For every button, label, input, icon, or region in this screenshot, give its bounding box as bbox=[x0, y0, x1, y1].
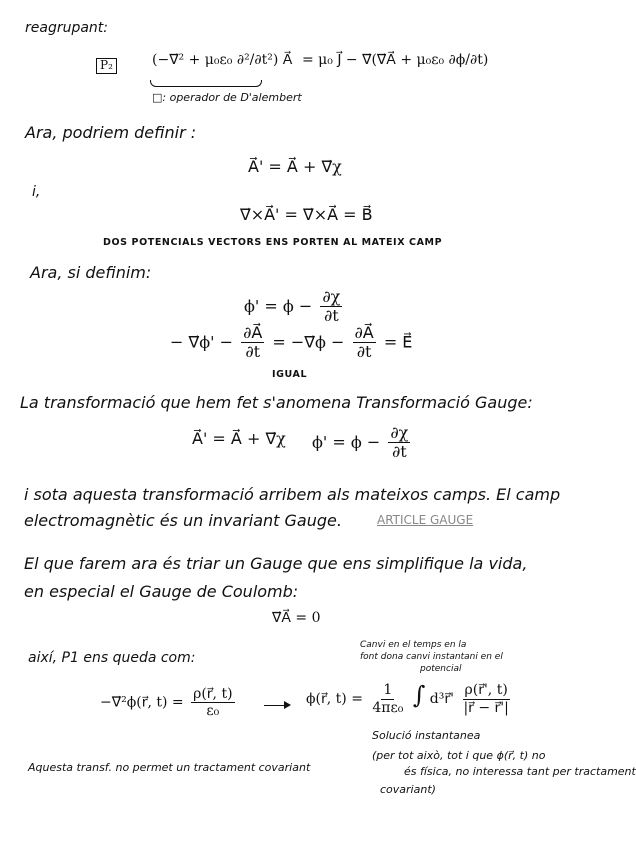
caps-statement: DOS POTENCIALS VECTORS ENS PORTEN AL MATEIX CAMP bbox=[103, 237, 443, 248]
fraction-denominator: ∂t bbox=[392, 442, 407, 462]
gauge-phi-lhs: ϕ' = ϕ − bbox=[312, 432, 381, 452]
equation-poisson bbox=[100, 686, 238, 719]
e-field-part-b: = −∇⃗ϕ − bbox=[272, 332, 345, 352]
parenthetical-line1: (per tot això, tot i que ϕ(r⃗, t) no bbox=[372, 749, 546, 762]
paragraph-coulomb-line1: El que farem ara és triar un Gauge que ens simplifique la vida, bbox=[24, 554, 528, 573]
e-field-part-c: = E⃗ bbox=[383, 332, 413, 352]
fraction-da-dt-1 bbox=[241, 324, 264, 362]
fraction-numerator: ∂A⃗ bbox=[243, 323, 263, 342]
fraction-rho-distance bbox=[461, 682, 510, 715]
parenthetical-line2: és física, no interessa tant per tractament bbox=[404, 765, 636, 778]
fraction-denominator: |r⃗ − r⃗'| bbox=[463, 699, 509, 716]
equation-wave-lhs: (−∇⃗² + μ₀ε₀ ∂²/∂t²) A⃗ bbox=[152, 52, 293, 68]
text-i: i, bbox=[32, 184, 41, 200]
dalembert-brace bbox=[150, 80, 262, 87]
text-solucio-instantanea: Solució instantanea bbox=[372, 729, 481, 742]
fraction-dchi-dt-gauge bbox=[388, 424, 410, 462]
fraction-rho-eps bbox=[191, 686, 234, 719]
equation-phi-prime bbox=[244, 288, 345, 326]
text-aixi: així, P1 ens queda com: bbox=[28, 650, 196, 666]
paragraph-invariant-line1: i sota aquesta transformació arribem als mateixos camps. El camp bbox=[24, 485, 561, 504]
fraction-coulomb-constant bbox=[370, 682, 405, 715]
text-ara-si: Ara, si definim: bbox=[30, 263, 152, 282]
text-ara-podriem: Ara, podriem definir : bbox=[25, 123, 197, 142]
equation-gauge-a: A⃗' = A⃗ + ∇⃗χ bbox=[192, 429, 286, 448]
phi-prime-lhs: ϕ' = ϕ − bbox=[244, 296, 313, 316]
side-note-line2: font dona canvi instantani en el bbox=[360, 652, 503, 662]
fraction-numerator: 1 bbox=[383, 682, 393, 699]
note-covariant: Aquesta transf. no permet un tractament covariant bbox=[28, 761, 311, 774]
equation-wave-rhs: = μ₀ J⃗ − ∇⃗(∇⃗A⃗ + μ₀ε₀ ∂ϕ/∂t) bbox=[302, 52, 489, 68]
equation-gauge-phi bbox=[312, 424, 413, 462]
equation-coulomb-gauge: ∇⃗A⃗ = 0 bbox=[272, 610, 321, 626]
side-note-line3: potencial bbox=[420, 664, 462, 674]
implies-arrow-line bbox=[264, 705, 284, 706]
fraction-da-dt-2 bbox=[353, 324, 376, 362]
equation-electric-field bbox=[170, 324, 412, 362]
equation-solution bbox=[306, 682, 514, 716]
paragraph-coulomb-line2: en especial el Gauge de Coulomb: bbox=[24, 582, 299, 601]
fraction-denominator: ∂t bbox=[324, 306, 339, 326]
equation-label-p2: P₂ bbox=[96, 58, 117, 74]
label-igual: IGUAL bbox=[272, 369, 308, 380]
solution-lhs: ϕ(r⃗, t) = bbox=[306, 691, 363, 707]
text-transformacio: La transformació que hem fet s'anomena Transformació Gauge: bbox=[20, 393, 533, 412]
fraction-numerator: ρ(r⃗', t) bbox=[464, 682, 508, 699]
side-note-line1: Canvi en el temps en la bbox=[360, 640, 467, 650]
fraction-dchi-dt bbox=[320, 288, 342, 326]
fraction-denominator: ∂t bbox=[356, 342, 372, 362]
fraction-denominator: ε₀ bbox=[206, 703, 220, 720]
parenthetical-line3: covariant) bbox=[380, 783, 436, 796]
heading-reagrupant: reagrupant: bbox=[25, 20, 109, 36]
e-field-part-a: − ∇⃗ϕ' − bbox=[170, 332, 233, 352]
paragraph-invariant-line2: electromagnètic és un invariant Gauge. bbox=[24, 511, 342, 530]
article-gauge-link[interactable]: ARTICLE GAUGE bbox=[377, 513, 474, 527]
fraction-numerator: ∂χ bbox=[322, 287, 341, 306]
equation-a-prime: A⃗' = A⃗ + ∇⃗χ bbox=[248, 157, 342, 176]
volume-element: d³r⃗' bbox=[429, 691, 454, 707]
fraction-numerator: ∂χ bbox=[390, 423, 409, 442]
dalembert-note: □: operador de D'alembert bbox=[152, 91, 302, 104]
implies-arrow-icon bbox=[284, 701, 291, 709]
fraction-denominator: ∂t bbox=[245, 342, 261, 362]
integral-sign: ∫ bbox=[412, 681, 426, 709]
equation-curl: ∇⃗×A⃗' = ∇⃗×A⃗ = B⃗ bbox=[240, 205, 373, 224]
fraction-numerator: ∂A⃗ bbox=[354, 323, 374, 342]
fraction-denominator: 4πε₀ bbox=[372, 699, 404, 716]
fraction-numerator: ρ(r⃗, t) bbox=[193, 686, 233, 702]
poisson-lhs: −∇⃗²ϕ(r⃗, t) = bbox=[100, 694, 184, 711]
